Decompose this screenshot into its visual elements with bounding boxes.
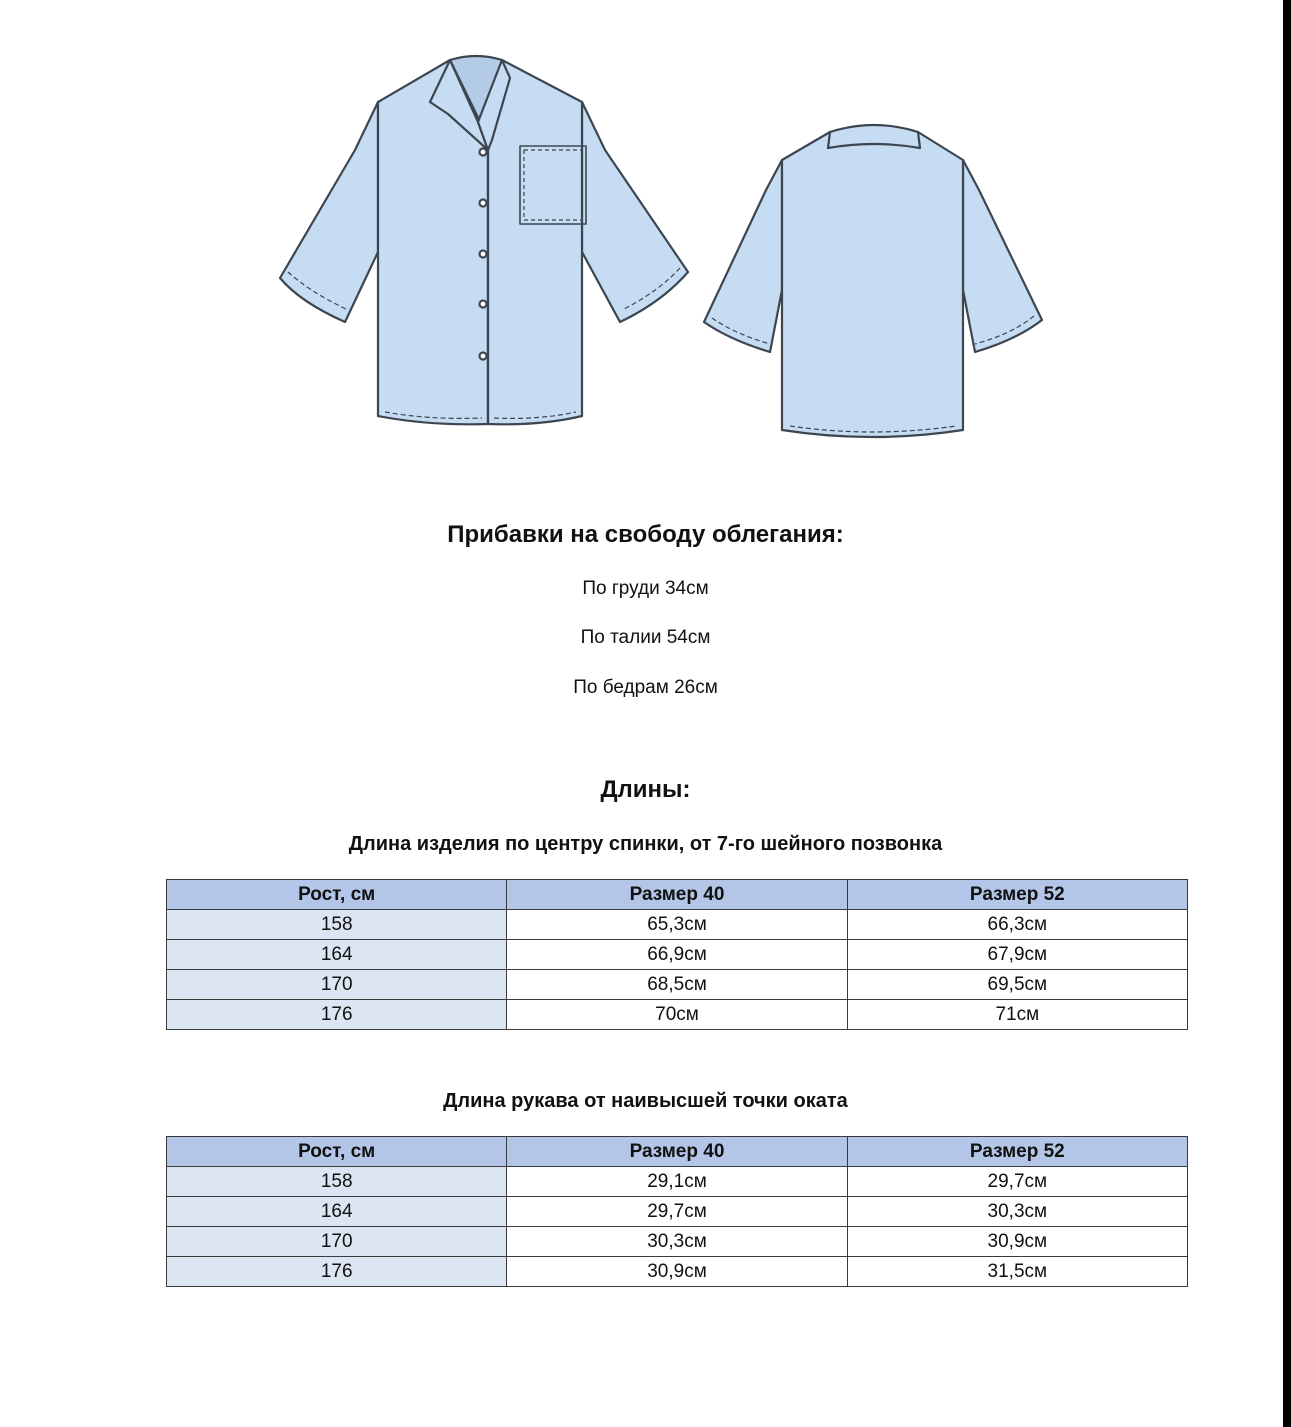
lengths-title: Длины: <box>600 776 691 803</box>
sleeve-length-table <box>166 1136 1188 1287</box>
table-cell: 29,7см <box>847 1167 1187 1197</box>
table-cell: 170 <box>167 1227 507 1257</box>
table-cell: 29,7см <box>507 1197 847 1227</box>
table-cell: 164 <box>167 1197 507 1227</box>
table-cell: 65,3см <box>507 910 847 940</box>
sleeve-length-table-title: Длина рукава от наивысшей точки оката <box>443 1090 848 1112</box>
allowance-hips: По бедрам 26см <box>573 677 718 698</box>
shirt-front-view <box>280 56 688 424</box>
table-cell: 67,9см <box>847 940 1187 970</box>
back-length-table <box>166 879 1188 1030</box>
table-row <box>167 970 1188 1000</box>
table-cell: 66,9см <box>507 940 847 970</box>
allowances-title: Прибавки на свободу облегания: <box>447 521 844 548</box>
table-header-row <box>167 1137 1188 1167</box>
table-cell: 71см <box>847 1000 1187 1030</box>
right-edge-bar <box>1283 0 1291 1427</box>
table-cell: 176 <box>167 1257 507 1287</box>
table-cell: 66,3см <box>847 910 1187 940</box>
column-header: Размер 52 <box>847 880 1187 910</box>
table-row <box>167 910 1188 940</box>
table-cell: 29,1см <box>507 1167 847 1197</box>
table-header-row <box>167 880 1188 910</box>
table-cell: 30,9см <box>507 1257 847 1287</box>
table-row <box>167 1257 1188 1287</box>
table-cell: 170 <box>167 970 507 1000</box>
allowance-waist: По талии 54см <box>580 627 711 648</box>
table-row <box>167 940 1188 970</box>
shirt-back-view <box>704 125 1042 437</box>
back-length-table-title: Длина изделия по центру спинки, от 7-го шейного позвонка <box>348 833 943 855</box>
table-cell: 69,5см <box>847 970 1187 1000</box>
table-cell: 164 <box>167 940 507 970</box>
shirt-technical-drawing <box>230 40 1080 500</box>
column-header: Размер 52 <box>847 1137 1187 1167</box>
column-header: Рост, см <box>167 1137 507 1167</box>
table-cell: 31,5см <box>847 1257 1187 1287</box>
table-cell: 158 <box>167 1167 507 1197</box>
table-cell: 158 <box>167 910 507 940</box>
table-cell: 30,3см <box>847 1197 1187 1227</box>
table-row <box>167 1197 1188 1227</box>
table-row <box>167 1000 1188 1030</box>
table-cell: 176 <box>167 1000 507 1030</box>
table-cell: 68,5см <box>507 970 847 1000</box>
column-header: Размер 40 <box>507 1137 847 1167</box>
table-cell: 30,9см <box>847 1227 1187 1257</box>
table-cell: 30,3см <box>507 1227 847 1257</box>
table-cell: 70см <box>507 1000 847 1030</box>
table-row <box>167 1227 1188 1257</box>
column-header: Размер 40 <box>507 880 847 910</box>
table-row <box>167 1167 1188 1197</box>
column-header: Рост, см <box>167 880 507 910</box>
allowance-chest: По груди 34см <box>582 578 709 599</box>
